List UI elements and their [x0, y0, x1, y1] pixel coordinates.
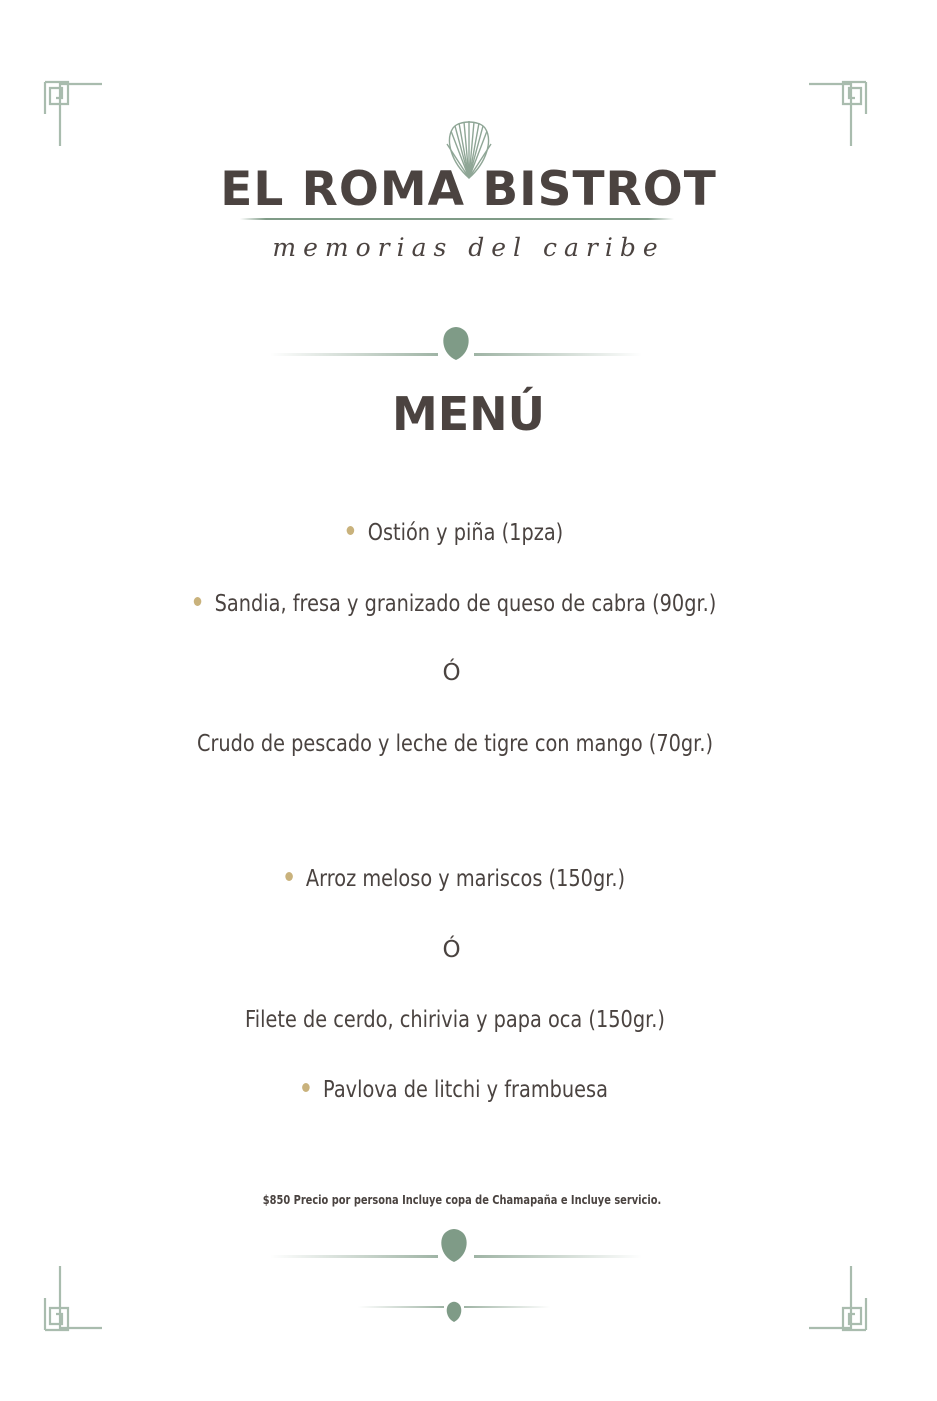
leaf-divider-small — [358, 1298, 550, 1324]
menu-item-text: Filete de cerdo, chirivia y papa oca (150gr.) — [245, 1007, 665, 1033]
menu-title: MENÚ — [391, 387, 546, 441]
leaf-divider-icon — [270, 1226, 642, 1266]
corner-ornament-icon — [805, 1264, 869, 1334]
or-separator-2: Ó — [442, 937, 461, 963]
menu-item-text: Arroz meloso y mariscos (150gr.) — [305, 866, 626, 892]
menu-item-2 — [73, 587, 837, 621]
menu-item-text: Ostión y piña (1pza) — [367, 520, 564, 546]
leaf-divider-bottom — [270, 1226, 642, 1266]
bullet-icon — [194, 597, 202, 606]
leaf-divider-top — [270, 324, 642, 364]
or-separator-1: Ó — [442, 660, 461, 686]
brand-underline — [240, 218, 674, 220]
menu-item-text: Sandia, fresa y granizado de queso de cabra (90gr.) — [214, 591, 717, 617]
brand-name: EL ROMA BISTROT — [220, 162, 717, 217]
brand-tagline: memorias del caribe — [272, 233, 665, 262]
corner-ornament-bottom-left — [42, 1264, 106, 1334]
menu-item-text: Pavlova de litchi y frambuesa — [323, 1077, 608, 1103]
menu-item-3 — [73, 727, 837, 761]
menu-item-5 — [73, 1003, 837, 1037]
menu-item-4 — [73, 862, 837, 896]
menu-item-text: Crudo de pescado y leche de tigre con mango (70gr.) — [196, 731, 714, 757]
corner-ornament-bottom-right — [805, 1264, 869, 1334]
menu-item-6 — [73, 1073, 837, 1107]
bullet-icon — [302, 1083, 310, 1092]
leaf-divider-icon — [270, 324, 642, 364]
bullet-icon — [347, 526, 355, 535]
price-note: $850 Precio por persona Incluye copa de Chamapaña e Incluye servicio. — [262, 1193, 662, 1207]
leaf-divider-icon — [358, 1298, 550, 1324]
bullet-icon — [285, 872, 293, 881]
menu-item-1 — [73, 516, 837, 550]
corner-ornament-icon — [42, 1264, 106, 1334]
